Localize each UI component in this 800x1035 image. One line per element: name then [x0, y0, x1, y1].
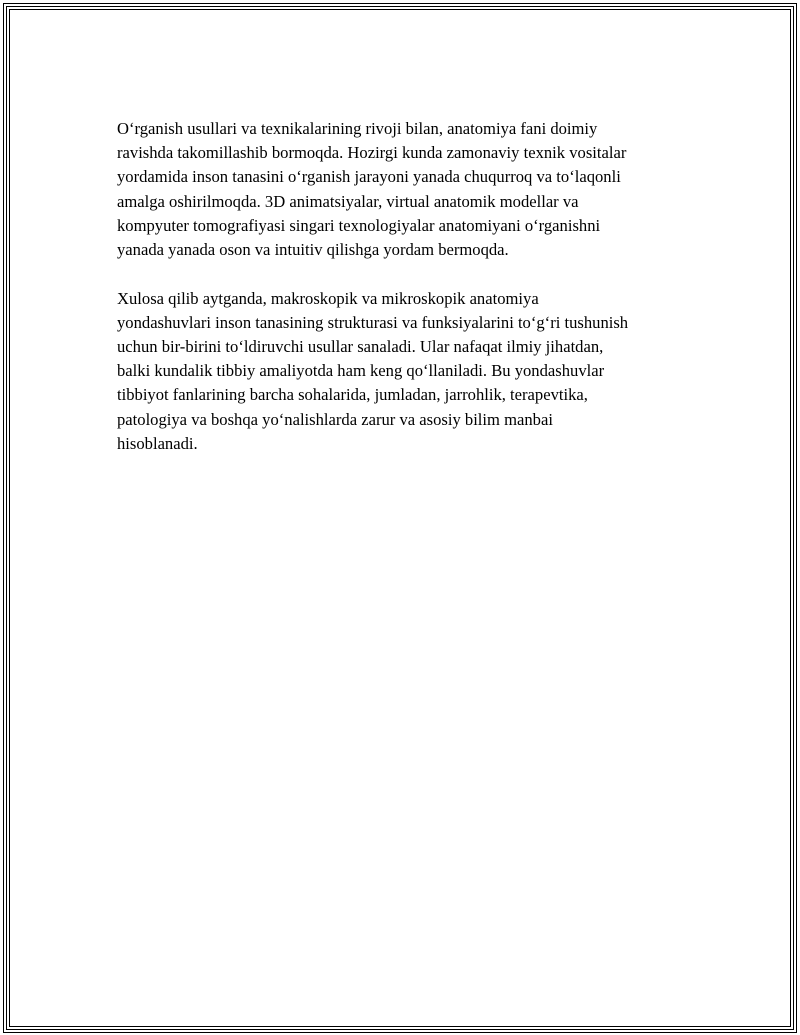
paragraph-1: O‘rganish usullari va texnikalarining rivoji bilan, anatomiya fani doimiy ravishda takomillashib bormoqda. Hozirgi kunda zamonaviy texnik vositalar yordamida inson tanasini o‘rganish jarayoni yanada chuqurroq va to‘laqonli amalga oshirilmoqda. 3D animatsiyalar, virtual anatomik modellar va kompyuter tomografiyasi singari texnologiyalar anatomiyani o‘rganishni yanada yanada oson va intuitiv qilishga yordam bermoqda. — [117, 119, 627, 260]
document-body — [117, 117, 697, 480]
paragraph-2: Xulosa qilib aytganda, makroskopik va mikroskopik anatomiya yondashuvlari inson tanasining strukturasi va funksiyalarini to‘g‘ri tushunish uchun bir-birini to‘ldiruvchi usullar sanaladi. Ular nafaqat ilmiy jihatdan, balki kundalik tibbiy amaliyotda ham keng qo‘llaniladi. Bu yondashuvlar tibbiyot fanlarining barcha sohalarida, jumladan, jarrohlik, terapevtika, patologiya va boshqa yo‘nalishlarda zarur va asosiy bilim manbai hisoblanadi. — [117, 288, 629, 453]
